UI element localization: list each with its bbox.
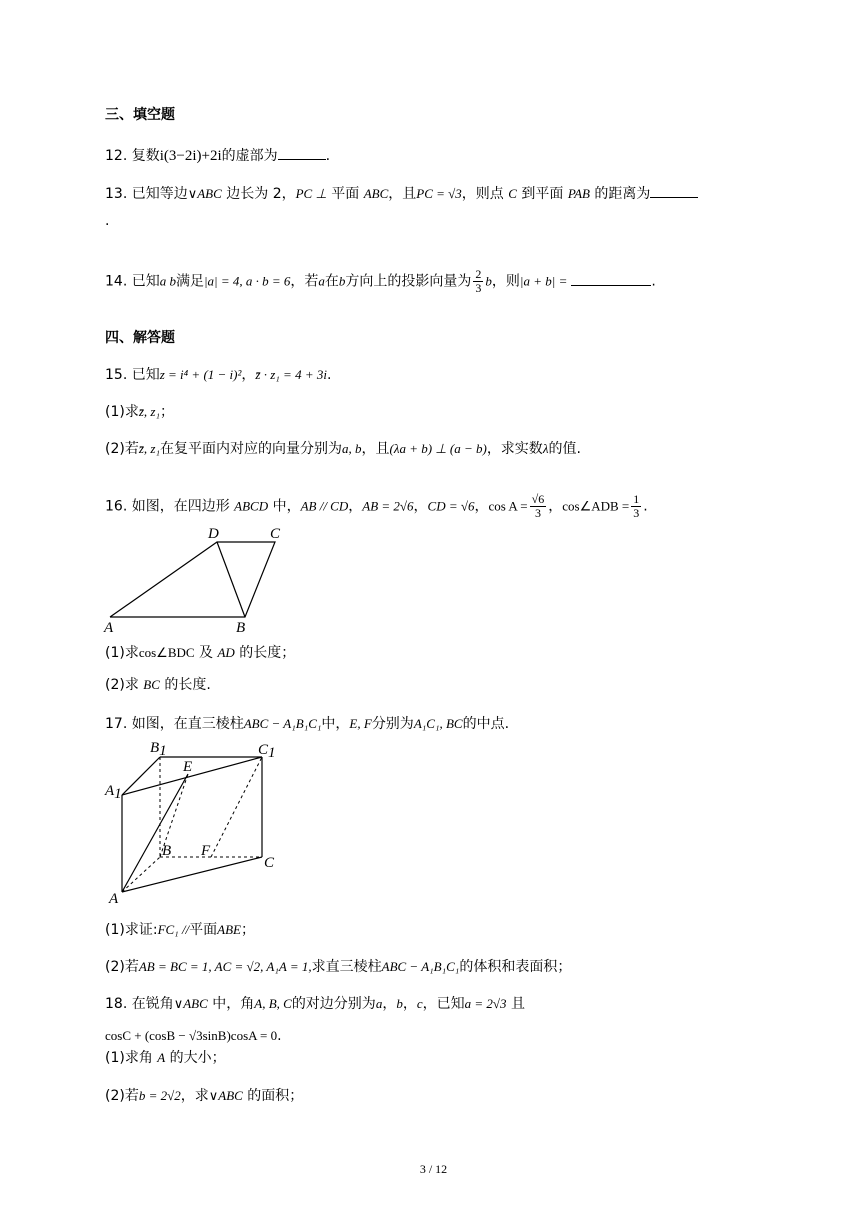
q14-frac-den: 3 [475, 281, 482, 295]
q17-ef: E, F [349, 716, 372, 731]
q16-cos-a: cos A = [488, 498, 528, 514]
q18-condition: a = 2√3 [464, 996, 507, 1011]
q17-part-2 [105, 958, 571, 976]
q18-text: ，已知 [422, 996, 465, 1012]
q18-part-2 [105, 1087, 303, 1105]
q14-frac-num: 2 [475, 267, 482, 281]
q17-label-b1: B1 [150, 740, 167, 759]
q14-prefix: 14. 已知 [105, 273, 160, 290]
page-number: 3 / 12 [419, 1162, 448, 1176]
q16-cos-adb-num: 1 [633, 492, 640, 506]
q17-label-b: B [162, 843, 172, 859]
q13-abc: ABC [197, 186, 222, 201]
q15-part-2 [105, 440, 581, 458]
q13-suffix: 的距离为 [589, 186, 651, 202]
q17-p2-prefix: (2)若 [105, 959, 139, 975]
q15-p2-text: ，求实数 [486, 441, 543, 457]
q15-z-def: z = i⁴ + (1 − i)² [159, 367, 242, 382]
q14-expr: |a + b| = [519, 273, 568, 289]
q13-trailing-dot: . [105, 213, 110, 229]
q15-dot: . [326, 367, 332, 383]
q16-sep: ， [348, 498, 363, 515]
q15-p1-suffix: ； [159, 404, 174, 420]
q16-cond1: AB // CD [300, 498, 349, 514]
q15-p2-lambda: λ [542, 441, 549, 456]
q15-p2-vars: z̄, z₁ [138, 441, 160, 456]
q16-cond3: CD = √6 [427, 498, 475, 514]
q14-condition: |a| = 4, a · b = 6 [203, 273, 291, 289]
q13-triangle-symbol: ∨ [187, 186, 198, 201]
q18-p2-abc: ABC [218, 1088, 243, 1103]
q17-label-e: E [183, 759, 193, 775]
q17-part-1 [105, 921, 255, 939]
q16-cos-adb: cos∠ADB = [562, 498, 630, 514]
q16-p2-suffix: 的长度. [159, 677, 211, 693]
q18-text: 的对边分别为 [291, 996, 376, 1012]
q12-suffix: 的虚部为 [221, 148, 278, 164]
q18-prefix: 18. 在锐角 [105, 996, 174, 1012]
q16-label-c: C [270, 526, 281, 542]
q18-equation-line [105, 1027, 282, 1045]
q18-part-1 [105, 1049, 226, 1067]
q15-p1-prefix: (1)求 [105, 404, 139, 420]
q16-quadrilateral-figure [100, 525, 300, 637]
q14-text: 方向上的投影向量为 [345, 273, 472, 290]
q16-part-2 [105, 676, 211, 694]
q16-text: 中， [268, 498, 301, 515]
q18-angles: A, B, C [254, 996, 292, 1011]
q17-p1-suffix: ； [241, 922, 255, 938]
q18-side-b: b [396, 996, 403, 1011]
q18-dot: . [277, 1028, 282, 1044]
q13-prefix: 13. 已知等边 [105, 186, 188, 202]
q16-figure-outline [110, 542, 275, 617]
q13-text: ，且 [388, 186, 417, 202]
q16-dot: . [643, 498, 648, 515]
q17-segments: A₁C₁, BC [413, 716, 463, 731]
q18-abc: ABC [183, 996, 208, 1011]
q14-vec-a: a [318, 273, 325, 289]
q16-cos-a-num: √6 [531, 492, 545, 506]
q15-p2-suffix: 的值. [548, 441, 581, 457]
q18-side-c: c [416, 996, 423, 1011]
q18-p2-suffix: 的面积； [242, 1088, 304, 1104]
q16-p1-prefix: (1)求 [105, 645, 139, 661]
q15-p2-prefix: (2)若 [105, 441, 139, 457]
q14-text: 在 [324, 273, 339, 290]
q16-p2-bc: BC [143, 677, 160, 692]
q14-dot: . [651, 273, 656, 290]
q16-figure-diagonal-db [217, 542, 245, 617]
q18-equation: cosC + (cosB − √3sinB)cosA = 0 [105, 1028, 278, 1043]
q17-p2-condition: AB = BC = 1, AC = √2, A₁A = 1, [138, 959, 312, 974]
q17-label-a1: A1 [105, 783, 122, 802]
q12-expr: i(3−2i)+2i [159, 148, 222, 164]
q14-text: ，若 [290, 273, 319, 290]
q14-fraction [473, 268, 483, 295]
question-12: 12. 复数i(3−2i)+2i的虚部为 . [105, 145, 330, 165]
section-3-title: 三、填空题 [105, 107, 175, 123]
q18-p2-prefix: (2)若 [105, 1088, 139, 1104]
q16-cos-a-fraction [530, 493, 547, 520]
q16-sep: ， [474, 498, 489, 515]
q16-label-d: D [208, 526, 219, 542]
q15-condition: z̄ · z₁ = 4 + 3i [255, 367, 327, 382]
q17-prism-figure [100, 737, 290, 907]
q18-p1-suffix: 的大小； [165, 1050, 226, 1066]
q17-edge-fc1 [211, 757, 262, 857]
q18-p2-condition: b = 2√2 [138, 1088, 181, 1103]
q18-text: 中，角 [207, 996, 255, 1012]
q16-p1-expr: cos∠BDC [138, 645, 195, 660]
q17-text: 中， [321, 716, 350, 732]
q12-answer-blank[interactable] [278, 145, 326, 160]
q12-prefix: 12. 复数 [105, 148, 160, 164]
q18-text: 且 [506, 996, 525, 1012]
q13-text: 边长为 2， [221, 186, 296, 202]
question-18 [105, 995, 525, 1013]
q17-label-c1: C1 [258, 742, 276, 761]
q13-answer-blank[interactable] [650, 183, 698, 198]
q16-sep: ， [413, 498, 428, 515]
q14-vectors: a b [159, 273, 176, 289]
q17-label-a: A [109, 891, 119, 907]
q17-p2-prism: ABC − A₁B₁C₁ [381, 959, 460, 974]
q13-abc2: ABC [363, 186, 389, 201]
q18-sep: ， [382, 996, 397, 1012]
question-16 [105, 493, 648, 520]
q18-triangle-symbol: ∨ [173, 996, 184, 1011]
q16-p1-text: 及 [194, 645, 218, 661]
q18-p2-text: ，求 [180, 1088, 209, 1104]
question-14 [105, 268, 656, 295]
q14-text: 满足 [175, 273, 204, 290]
q16-cos-a-den: 3 [534, 506, 541, 520]
q15-p2-condition: (λa + b) ⊥ (a − b) [389, 441, 487, 456]
q16-cond2: AB = 2√6 [362, 498, 414, 514]
q13-text: 到平面 [516, 186, 568, 202]
q16-abcd: ABCD [234, 498, 269, 514]
q15-prefix: 15. 已知 [105, 367, 160, 383]
q17-label-f: F [201, 843, 211, 859]
q13-point-c: C [508, 186, 517, 201]
q14-answer-blank[interactable] [571, 271, 651, 286]
q14-vec-b: b [338, 273, 346, 289]
q17-p2-suffix: 的体积和表面积； [459, 959, 572, 975]
q15-part-1 [105, 403, 174, 421]
q17-suffix: 的中点. [462, 716, 510, 732]
q16-cos-adb-fraction [631, 493, 641, 520]
question-13 [105, 183, 698, 203]
question-15 [105, 366, 331, 384]
q13-cond1: PC ⊥ [295, 186, 327, 201]
q16-label-b: B [236, 620, 246, 636]
q17-p1-text: 平面 [189, 922, 218, 938]
q16-cos-adb-den: 3 [633, 506, 640, 520]
q17-edge-ac [122, 857, 262, 892]
q17-p1-prefix: (1)求证: [105, 922, 158, 938]
q18-p2-triangle-symbol: ∨ [208, 1088, 219, 1103]
question-17 [105, 715, 509, 733]
q17-p2-text: 求直三棱柱 [311, 959, 382, 975]
q15-p1-vars: z̄, z₁ [138, 404, 160, 419]
q18-p1-prefix: (1)求角 [105, 1050, 158, 1066]
q16-prefix: 16. 如图，在四边形 [105, 498, 235, 515]
q16-p1-suffix: 的长度； [234, 645, 296, 661]
q16-label-a: A [104, 620, 114, 636]
q15-p2-vecs: a, b [341, 441, 362, 456]
q16-part-1 [105, 644, 295, 662]
q16-sep: ， [548, 498, 563, 515]
q17-prefix: 17. 如图，在直三棱柱 [105, 716, 244, 732]
q17-p1-expr: FC₁ // [157, 922, 190, 937]
q16-p1-ad: AD [217, 645, 235, 660]
q15-text: ， [241, 367, 256, 383]
q15-p2-text: 在复平面内对应的向量分别为 [159, 441, 342, 457]
q13-pab: PAB [567, 186, 590, 201]
q18-p1-a: A [157, 1050, 166, 1065]
q18-sep: ， [402, 996, 417, 1012]
q17-label-c: C [264, 855, 275, 871]
q15-p2-text: ，且 [361, 441, 390, 457]
q13-cond2: PC = √3 [416, 186, 462, 201]
q17-text: 分别为 [371, 716, 414, 732]
q16-p2-prefix: (2)求 [105, 677, 144, 693]
q17-prism: ABC − A₁B₁C₁ [243, 716, 322, 731]
q18-side-a: a [375, 996, 383, 1011]
section-4-title: 四、解答题 [105, 330, 175, 346]
q14-text: ，则 [491, 273, 520, 290]
q14-frac-vec-b: b [485, 273, 492, 289]
q13-text: ，则点 [461, 186, 509, 202]
q13-text: 平面 [326, 186, 364, 202]
q17-p1-abe: ABE [217, 922, 241, 937]
